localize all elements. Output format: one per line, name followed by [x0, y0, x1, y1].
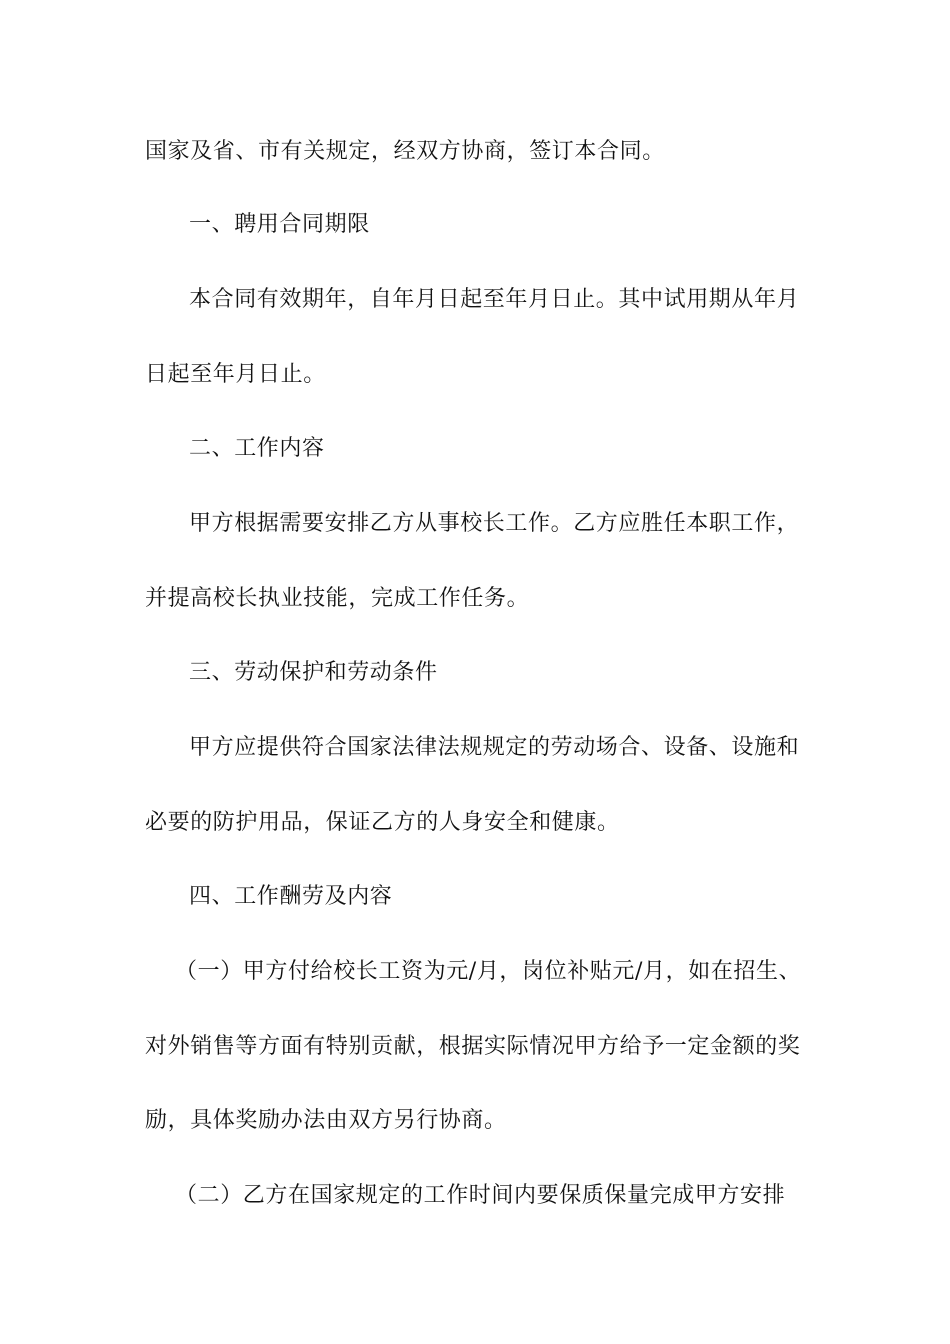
body-text-line: 并提高校长执业技能，完成工作任务。: [145, 586, 530, 611]
body-text-line: 日起至年月日止。: [145, 362, 326, 387]
body-text-line: （二）乙方在国家规定的工作时间内要保质保量完成甲方安排: [175, 1183, 786, 1208]
section-heading: 四、工作酬劳及内容: [189, 884, 393, 909]
body-text-line: 励，具体奖励办法由双方另行协商。: [145, 1108, 507, 1133]
body-text-line: 国家及省、市有关规定，经双方协商，签订本合同。: [145, 139, 665, 164]
body-text-line: （一）甲方付给校长工资为元/月，岗位补贴元/月，如在招生、: [175, 959, 802, 984]
section-heading: 三、劳动保护和劳动条件: [189, 660, 438, 685]
body-text-line: 对外销售等方面有特别贡献，根据实际情况甲方给予一定金额的奖: [145, 1034, 801, 1059]
body-text-line: 本合同有效期年，自年月日起至年月日止。其中试用期从年月: [189, 287, 800, 312]
section-heading: 二、工作内容: [189, 436, 325, 461]
section-heading: 一、聘用合同期限: [189, 212, 370, 237]
body-text-line: 必要的防护用品，保证乙方的人身安全和健康。: [145, 810, 620, 835]
body-text-line: 甲方根据需要安排乙方从事校长工作。乙方应胜任本职工作，: [189, 511, 800, 536]
body-text-line: 甲方应提供符合国家法律法规规定的劳动场合、设备、设施和: [189, 735, 800, 760]
